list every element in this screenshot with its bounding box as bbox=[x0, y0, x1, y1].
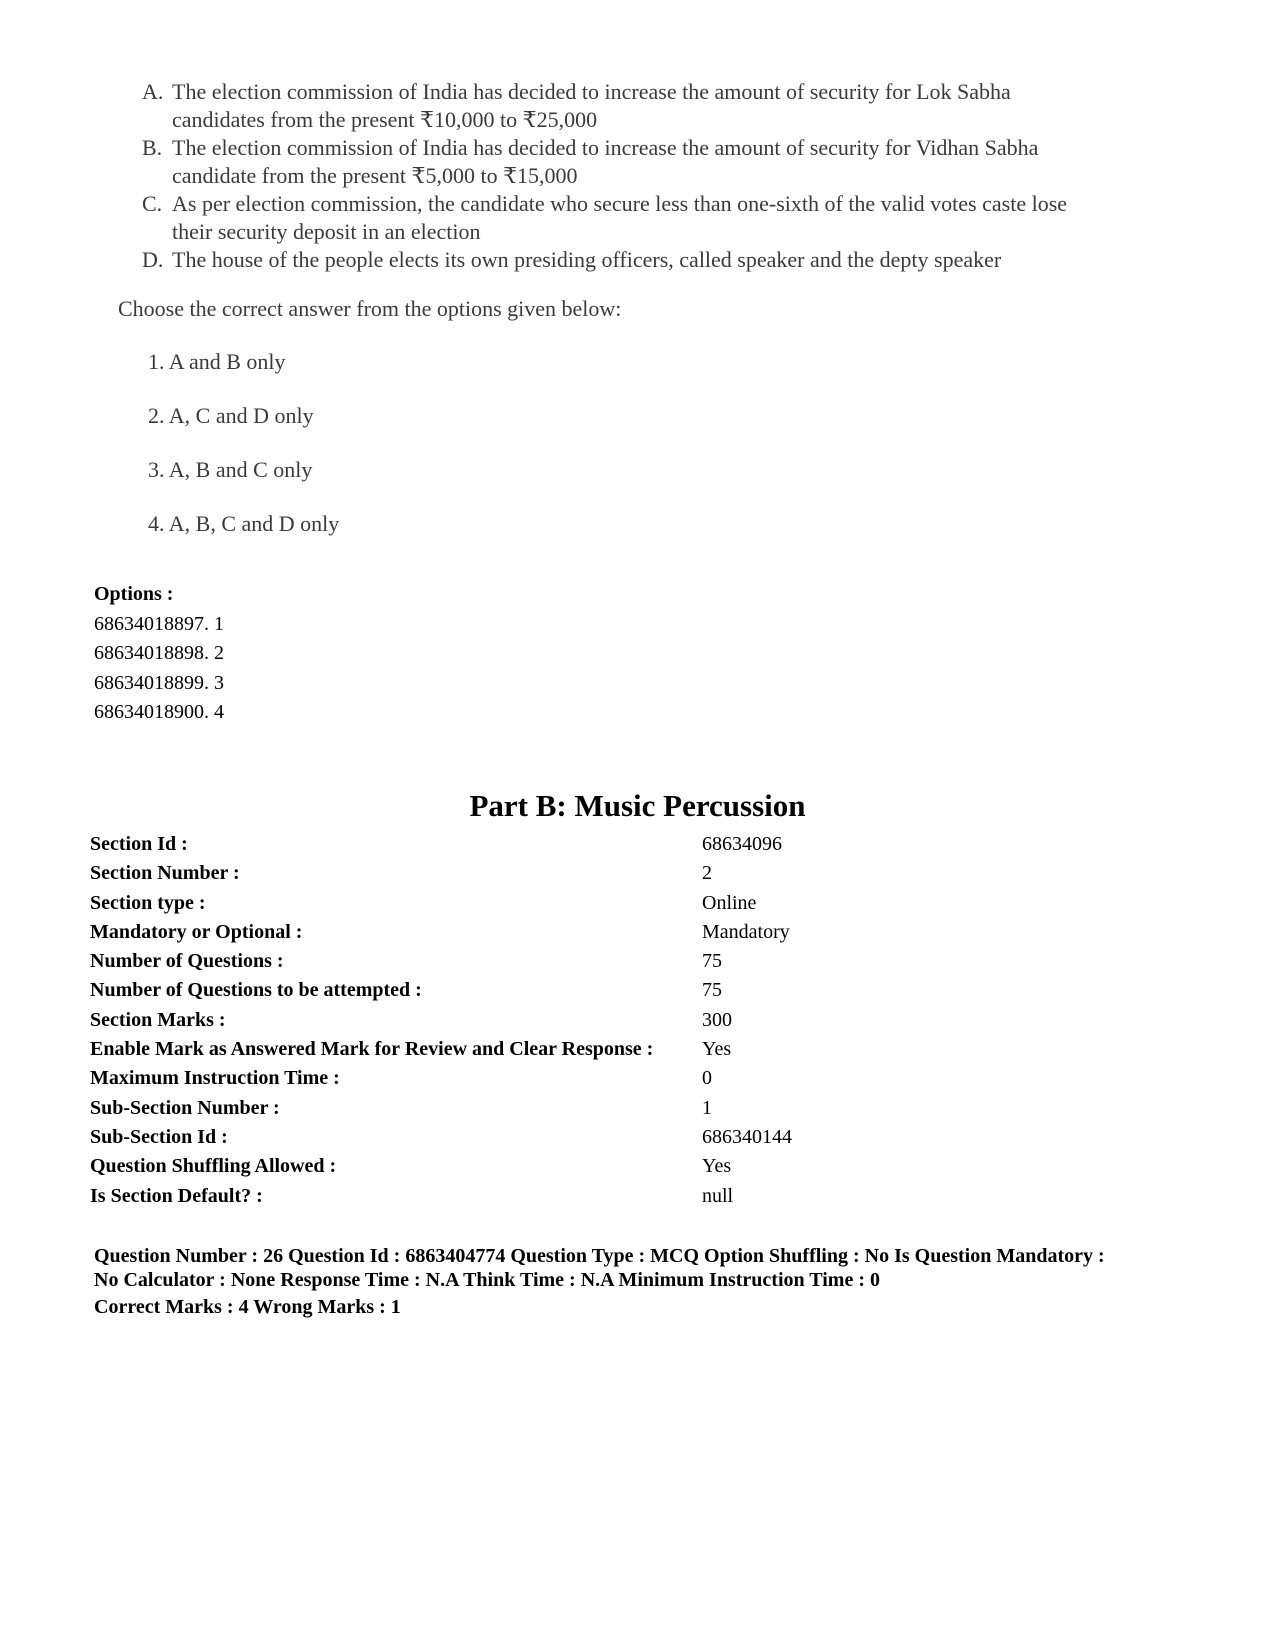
statement-a bbox=[142, 78, 1170, 134]
section-value: Yes bbox=[702, 1155, 732, 1178]
part-title: Part B: Music Percussion bbox=[469, 788, 806, 823]
section-key: Enable Mark as Answered Mark for Review and Clear Response : bbox=[90, 1038, 654, 1061]
answer-choice: 2. A, C and D only bbox=[148, 403, 314, 428]
statement-line: candidate from the present ₹5,000 to ₹15,000 bbox=[172, 163, 578, 188]
section-value: 2 bbox=[702, 862, 712, 885]
section-key: Section Id : bbox=[90, 833, 188, 855]
question-meta-line: Question Number : 26 Question Id : 6863404774 Question Type : MCQ Option Shuffling : No Is Question Mandatory : bbox=[94, 1245, 1105, 1267]
statement-letter: A. bbox=[142, 79, 164, 104]
statement-d bbox=[142, 246, 1170, 274]
section-value: Mandatory bbox=[702, 920, 790, 943]
answer-choice: 1. A and B only bbox=[148, 349, 286, 374]
section-key: Question Shuffling Allowed : bbox=[90, 1155, 337, 1178]
section-key: Section type : bbox=[90, 891, 206, 914]
section-key: Sub-Section Number : bbox=[90, 1096, 280, 1119]
choose-instruction: Choose the correct answer from the options given below: bbox=[118, 296, 622, 321]
options-list bbox=[94, 580, 224, 728]
marks-line: Correct Marks : 4 Wrong Marks : 1 bbox=[94, 1296, 401, 1318]
statement-letter: B. bbox=[142, 135, 163, 160]
section-key: Number of Questions to be attempted : bbox=[90, 979, 422, 1002]
section-key: Section Marks : bbox=[90, 1008, 226, 1031]
options-label: Options : bbox=[94, 583, 174, 605]
section-value: 68634096 bbox=[702, 833, 782, 855]
section-value: Online bbox=[702, 891, 757, 914]
section-key: Sub-Section Id : bbox=[90, 1125, 228, 1148]
section-value: 1 bbox=[702, 1096, 712, 1119]
statement-line: As per election commission, the candidate who secure less than one-sixth of the valid votes caste lose bbox=[172, 191, 1068, 216]
section-key: Maximum Instruction Time : bbox=[90, 1067, 340, 1090]
statement-line: candidates from the present ₹10,000 to ₹25,000 bbox=[172, 107, 598, 132]
section-value: 75 bbox=[702, 979, 722, 1002]
section-value: 300 bbox=[702, 1008, 732, 1031]
question-meta-line: No Calculator : None Response Time : N.A Think Time : N.A Minimum Instruction Time : 0 bbox=[94, 1269, 880, 1291]
statement-line: The election commission of India has decided to increase the amount of security for Vidhan Sabha bbox=[172, 135, 1039, 160]
option-item: 68634018900. 4 bbox=[94, 701, 224, 723]
option-item: 68634018897. 1 bbox=[94, 612, 224, 635]
statement-line: The election commission of India has decided to increase the amount of security for Lok Sabha bbox=[172, 79, 1011, 104]
section-value: Yes bbox=[702, 1038, 732, 1061]
option-item: 68634018898. 2 bbox=[94, 642, 224, 664]
question-meta bbox=[94, 1244, 1204, 1292]
section-key: Section Number : bbox=[90, 862, 240, 885]
section-value: 0 bbox=[702, 1067, 712, 1090]
section-key: Mandatory or Optional : bbox=[90, 920, 303, 943]
section-value: null bbox=[702, 1184, 734, 1207]
statement-b bbox=[142, 134, 1170, 190]
answer-choice: 3. A, B and C only bbox=[148, 457, 313, 482]
section-value: 686340144 bbox=[702, 1125, 792, 1148]
answer-choice: 4. A, B, C and D only bbox=[148, 511, 340, 536]
section-value: 75 bbox=[702, 950, 722, 973]
statement-line: The house of the people elects its own presiding officers, called speaker and the depty speaker bbox=[172, 247, 1002, 272]
statement-line: their security deposit in an election bbox=[172, 219, 481, 244]
statement-letter: D. bbox=[142, 247, 164, 272]
question-image bbox=[110, 78, 1170, 538]
statement-letter: C. bbox=[142, 191, 163, 216]
option-item: 68634018899. 3 bbox=[94, 671, 224, 694]
section-key: Number of Questions : bbox=[90, 950, 284, 973]
statement-c bbox=[142, 190, 1170, 246]
section-key: Is Section Default? : bbox=[90, 1184, 263, 1207]
